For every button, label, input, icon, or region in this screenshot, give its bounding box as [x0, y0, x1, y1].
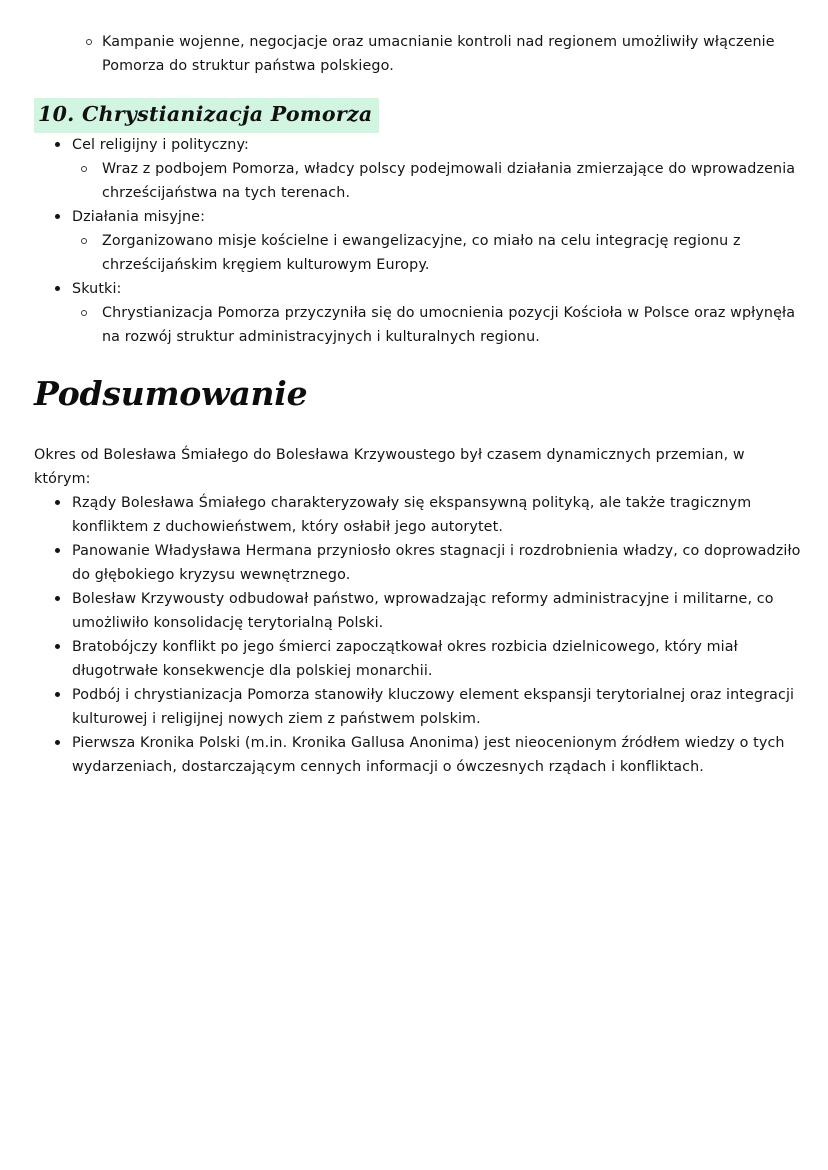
list-item: Pierwsza Kronika Polski (m.in. Kronika Gallusa Anonima) jest nieocenionym źródłem wiedzy o tych wydarzeniach, dostarczającym cennych informacji o ówczesnych rządach i konfliktach. — [34, 731, 806, 779]
list-item: Podbój i chrystianizacja Pomorza stanowiły kluczowy element ekspansji terytorialnej oraz integracji kulturowej i religijnej nowych ziem z państwem polskim. — [34, 683, 806, 731]
list-item: Bolesław Krzywousty odbudował państwo, wprowadzając reformy administracyjne i militarne, co umożliwiło konsolidację terytorialną Polski. — [34, 587, 806, 635]
continuation-sublist — [34, 30, 806, 78]
list-item: Chrystianizacja Pomorza przyczyniła się do umocnienia pozycji Kościoła w Polsce oraz wpłynęła na rozwój struktur administracyjnych i kulturalnych regionu. — [72, 301, 806, 349]
list-item: Rządy Bolesława Śmiałego charakteryzowały się ekspansywną polityką, ale także tragicznym konfliktem z duchowieństwem, który osłabił jego autorytet. — [34, 491, 806, 539]
list-item: Panowanie Władysława Hermana przyniosło okres stagnacji i rozdrobnienia władzy, co doprowadziło do głębokiego kryzysu wewnętrznego. — [34, 539, 806, 587]
list-item — [34, 277, 806, 349]
list-item: Wraz z podbojem Pomorza, władcy polscy podejmowali działania zmierzające do wprowadzenia chrześcijaństwa na tych terenach. — [72, 157, 806, 205]
list-item-label: Cel religijny i polityczny: — [72, 136, 249, 153]
summary-heading: Podsumowanie — [34, 373, 308, 413]
section-10-list — [34, 133, 806, 349]
continuation-block — [34, 30, 806, 78]
list-item-label: Skutki: — [72, 280, 122, 297]
list-item — [34, 205, 806, 277]
section-heading-10 — [34, 98, 806, 133]
sublist — [72, 157, 806, 205]
sublist — [72, 301, 806, 349]
sublist — [72, 229, 806, 277]
list-item: Zorganizowano misje kościelne i ewangelizacyjne, co miało na celu integrację regionu z chrześcijańskim kręgiem kulturowym Europy. — [72, 229, 806, 277]
section-heading-10-text: 10. Chrystianizacja Pomorza — [34, 98, 379, 133]
list-item: Kampanie wojenne, negocjacje oraz umacnianie kontroli nad regionem umożliwiły włączenie Pomorza do struktur państwa polskiego. — [34, 30, 806, 78]
list-item: Bratobójczy konflikt po jego śmierci zapoczątkował okres rozbicia dzielnicowego, który miał długotrwałe konsekwencje dla polskiej monarchii. — [34, 635, 806, 683]
summary-list — [34, 491, 806, 779]
summary-intro-paragraph: Okres od Bolesława Śmiałego do Bolesława Krzywoustego był czasem dynamicznych przemian, w którym: — [34, 446, 745, 487]
list-item — [34, 133, 806, 205]
list-item-label: Działania misyjne: — [72, 208, 206, 225]
